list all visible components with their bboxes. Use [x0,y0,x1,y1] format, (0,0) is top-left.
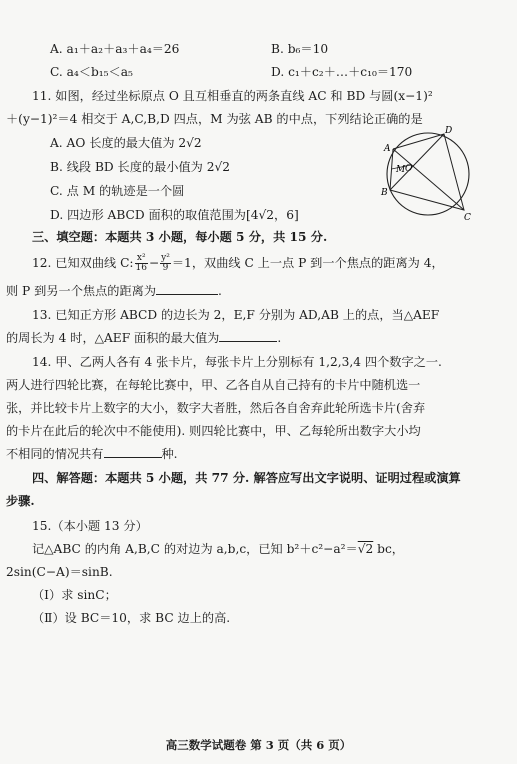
q11-option-d: D. 四边形 ABCD 面积的取值范围为[4√2，6] [50,208,299,222]
q14-line5 [6,445,178,463]
q14-line3: 张，并比较卡片上数字的大小，数字大者胜，然后各自舍弃此轮所选卡片(舍弃 [6,401,426,415]
q14-line5-post: 种. [161,447,178,461]
q14-line2: 两人进行四轮比赛，在每轮比赛中，甲、乙各自从自己持有的卡片中随机选一 [6,378,421,392]
q14-line1: 14. 甲、乙两人各有 4 张卡片，每张卡片上分别标有 1,2,3,4 四个数字之一. [32,355,442,369]
q12-frac1-den: 16 [135,263,147,273]
q15-line2: 2sin(C−A)＝sinB. [6,565,113,579]
q15-sqrt2: √2 [357,542,374,556]
q10-option-d: D. c₁＋c₂＋…＋c₁₀＝170 [271,65,413,79]
q12-prefix: 12. 已知双曲线 C: [32,256,134,270]
q14-line4: 的卡片在此后的轮次中不能使用). 则四轮比赛中，甲、乙每轮所出数字大小均 [6,424,421,438]
label-m: M [396,165,406,175]
q15-line1-pre: 记△ABC 的内角 A,B,C 的对边为 a,b,c，已知 b²＋c²−a²＝ [32,542,358,556]
section4-line1: 四、解答题：本题共 5 小题，共 77 分. 解答应写出文字说明、证明过程或演算 [32,471,461,485]
label-c: C [464,213,471,223]
q14-line5-pre: 不相同的情况共有 [6,447,104,461]
q11-stem-line2: ＋(y−1)²＝4 相交于 A,C,B,D 四点，M 为弦 AB 的中点，下列结论正确的是 [6,112,423,126]
label-a: A [384,144,391,154]
q14-answer-blank[interactable] [104,445,162,458]
q10-option-b: B. b₆＝10 [271,42,329,56]
q12-line2: 则 P 到另一个焦点的距离为 . [6,284,222,298]
q12-suffix: ＝1，双曲线 C 上一点 P 到一个焦点的距离为 4， [171,256,444,270]
q12-fraction-x [135,254,148,273]
q12-frac2-num: y² [161,253,170,263]
q12-line1 [32,254,444,273]
q11-option-a: A. AO 长度的最大值为 2√2 [50,136,202,150]
q13-answer-blank[interactable] [219,329,277,342]
page-footer: 高三数学试题卷 第 3 页（共 6 页） [165,738,352,752]
label-o: O [405,164,413,174]
q13-line2-text: 的周长为 4 时，△AEF 面积的最大值为 [6,331,220,345]
q11-circle-figure [378,124,478,224]
q12-line2-text: 则 P 到另一个焦点的距离为 [6,284,157,298]
section4-line2: 步骤. [6,494,35,508]
q15-line1 [32,540,404,558]
section3-title: 三、填空题：本题共 3 小题，每小题 5 分，共 15 分. [32,230,328,244]
label-b: B [381,188,388,198]
q11-stem-line1: 11. 如图，经过坐标原点 O 且互相垂直的两条直线 AC 和 BD 与圆(x−1)² [32,89,433,103]
q15-part2: （Ⅱ）设 BC＝10，求 BC 边上的高. [32,611,231,625]
q15-line1-post: bc， [373,542,404,556]
q10-option-c: C. a₄＜b₁₅＜a₅ [50,65,133,79]
q12-frac2-den: 9 [162,263,169,273]
q12-answer-blank[interactable] [156,282,218,295]
q12-minus: − [148,256,160,270]
q12-frac1-num: x² [135,254,148,264]
q11-option-c: C. 点 M 的轨迹是一个圆 [50,184,185,198]
q15-part1: （Ⅰ）求 sinC； [32,588,117,602]
q13-line2: 的周长为 4 时，△AEF 面积的最大值为 . [6,331,282,345]
q10-option-a: A. a₁＋a₂＋a₃＋a₄＝26 [50,42,180,56]
q13-line1: 13. 已知正方形 ABCD 的边长为 2，E,F 分别为 AD,AB 上的点，当△AEF [32,308,440,322]
q15-head: 15.（本小题 13 分） [32,519,148,533]
q11-option-b: B. 线段 BD 长度的最小值为 2√2 [50,160,231,174]
label-d: D [445,126,453,136]
q12-fraction-y [160,254,171,273]
